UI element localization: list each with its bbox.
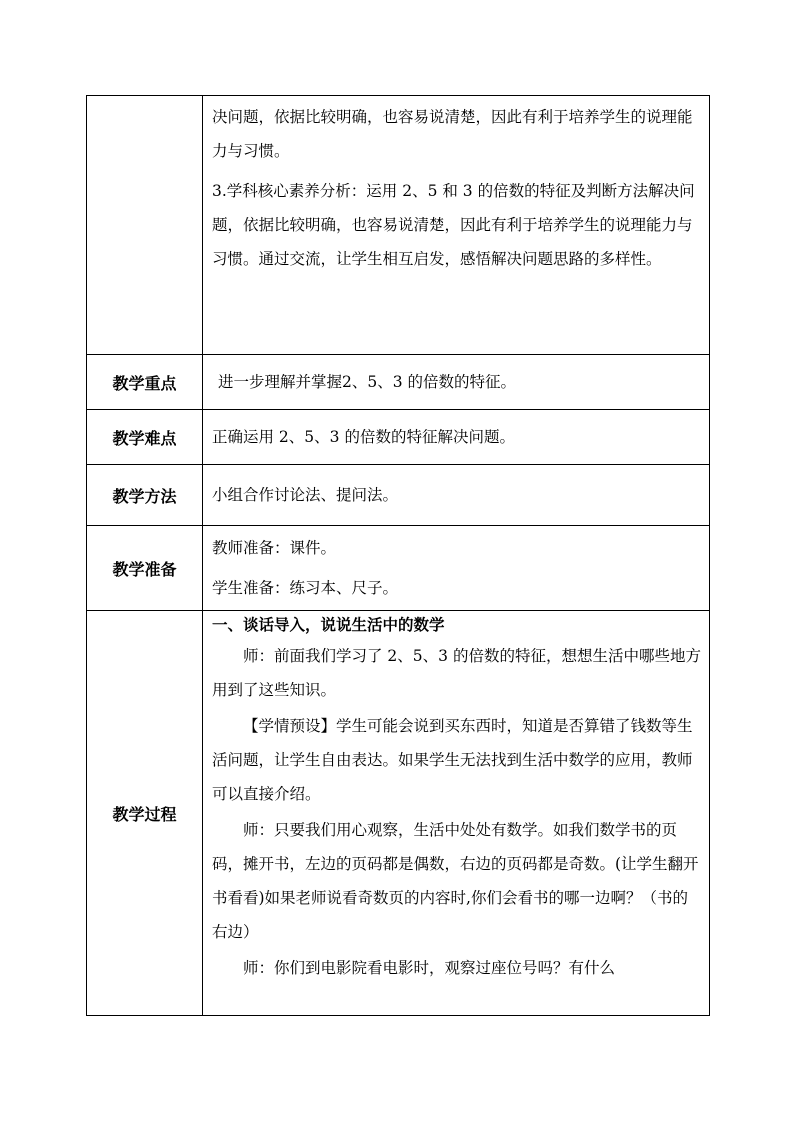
lesson-plan-table [86, 95, 710, 1016]
key-points-text: 进一步理解并掌握2、5、3 的倍数的特征。 [218, 373, 517, 391]
analysis-paragraph-1: 决问题，依据比较明确，也容易说清楚，因此有利于培养学生的说理能力与习惯。 [212, 108, 693, 160]
process-label: 教学过程 [87, 611, 203, 1016]
analysis-label [87, 96, 203, 355]
preparation-row [87, 526, 710, 611]
difficulties-content [203, 410, 710, 465]
difficulties-row [87, 410, 710, 465]
difficulties-label: 教学难点 [87, 410, 203, 465]
process-heading: 一、谈话导入，说说生活中的数学 [212, 616, 445, 634]
process-paragraph-1: 师：前面我们学习了 2、5、3 的倍数的特征，想想生活中哪些地方用到了这些知识。 [212, 647, 701, 699]
preparation-content [203, 526, 710, 611]
key-points-row [87, 355, 710, 410]
process-content [203, 611, 710, 1016]
preparation-label: 教学准备 [87, 526, 203, 611]
process-paragraph-4: 师：你们到电影院看电影时，观察过座位号吗？有什么 [243, 959, 616, 977]
process-paragraph-2: 【学情预设】学生可能会说到买东西时，知道是否算错了钱数等生活问题，让学生自由表达。如果学生无法找到生活中数学的应用，教师可以直接介绍。 [212, 717, 693, 803]
process-paragraph-3: 师：只要我们用心观察，生活中处处有数学。如我们数学书的页码，摊开书，左边的页码都是偶数，右边的页码都是奇数。(让学生翻开书看看)如果老师说看奇数页的内容时,你们会看书的哪一边啊？（书的右边） [212, 821, 699, 941]
analysis-row [87, 96, 710, 355]
preparation-teacher: 教师准备：课件。 [212, 539, 337, 557]
process-row [87, 611, 710, 1016]
analysis-content [203, 96, 710, 355]
analysis-paragraph-2: 3.学科核心素养分析：运用 2、5 和 3 的倍数的特征及判断方法解决问题，依据比较明确，也容易说清楚，因此有利于培养学生的说理能力与习惯。通过交流，让学生相互启发，感悟解决问题思路的多样性。 [212, 182, 695, 268]
difficulties-text: 正确运用 2、5、3 的倍数的特征解决问题。 [212, 428, 515, 446]
methods-text: 小组合作讨论法、提问法。 [212, 486, 399, 504]
key-points-label: 教学重点 [87, 355, 203, 410]
key-points-content [203, 355, 710, 410]
methods-content [203, 465, 710, 526]
methods-row [87, 465, 710, 526]
methods-label: 教学方法 [87, 465, 203, 526]
preparation-student: 学生准备：练习本、尺子。 [212, 579, 399, 597]
